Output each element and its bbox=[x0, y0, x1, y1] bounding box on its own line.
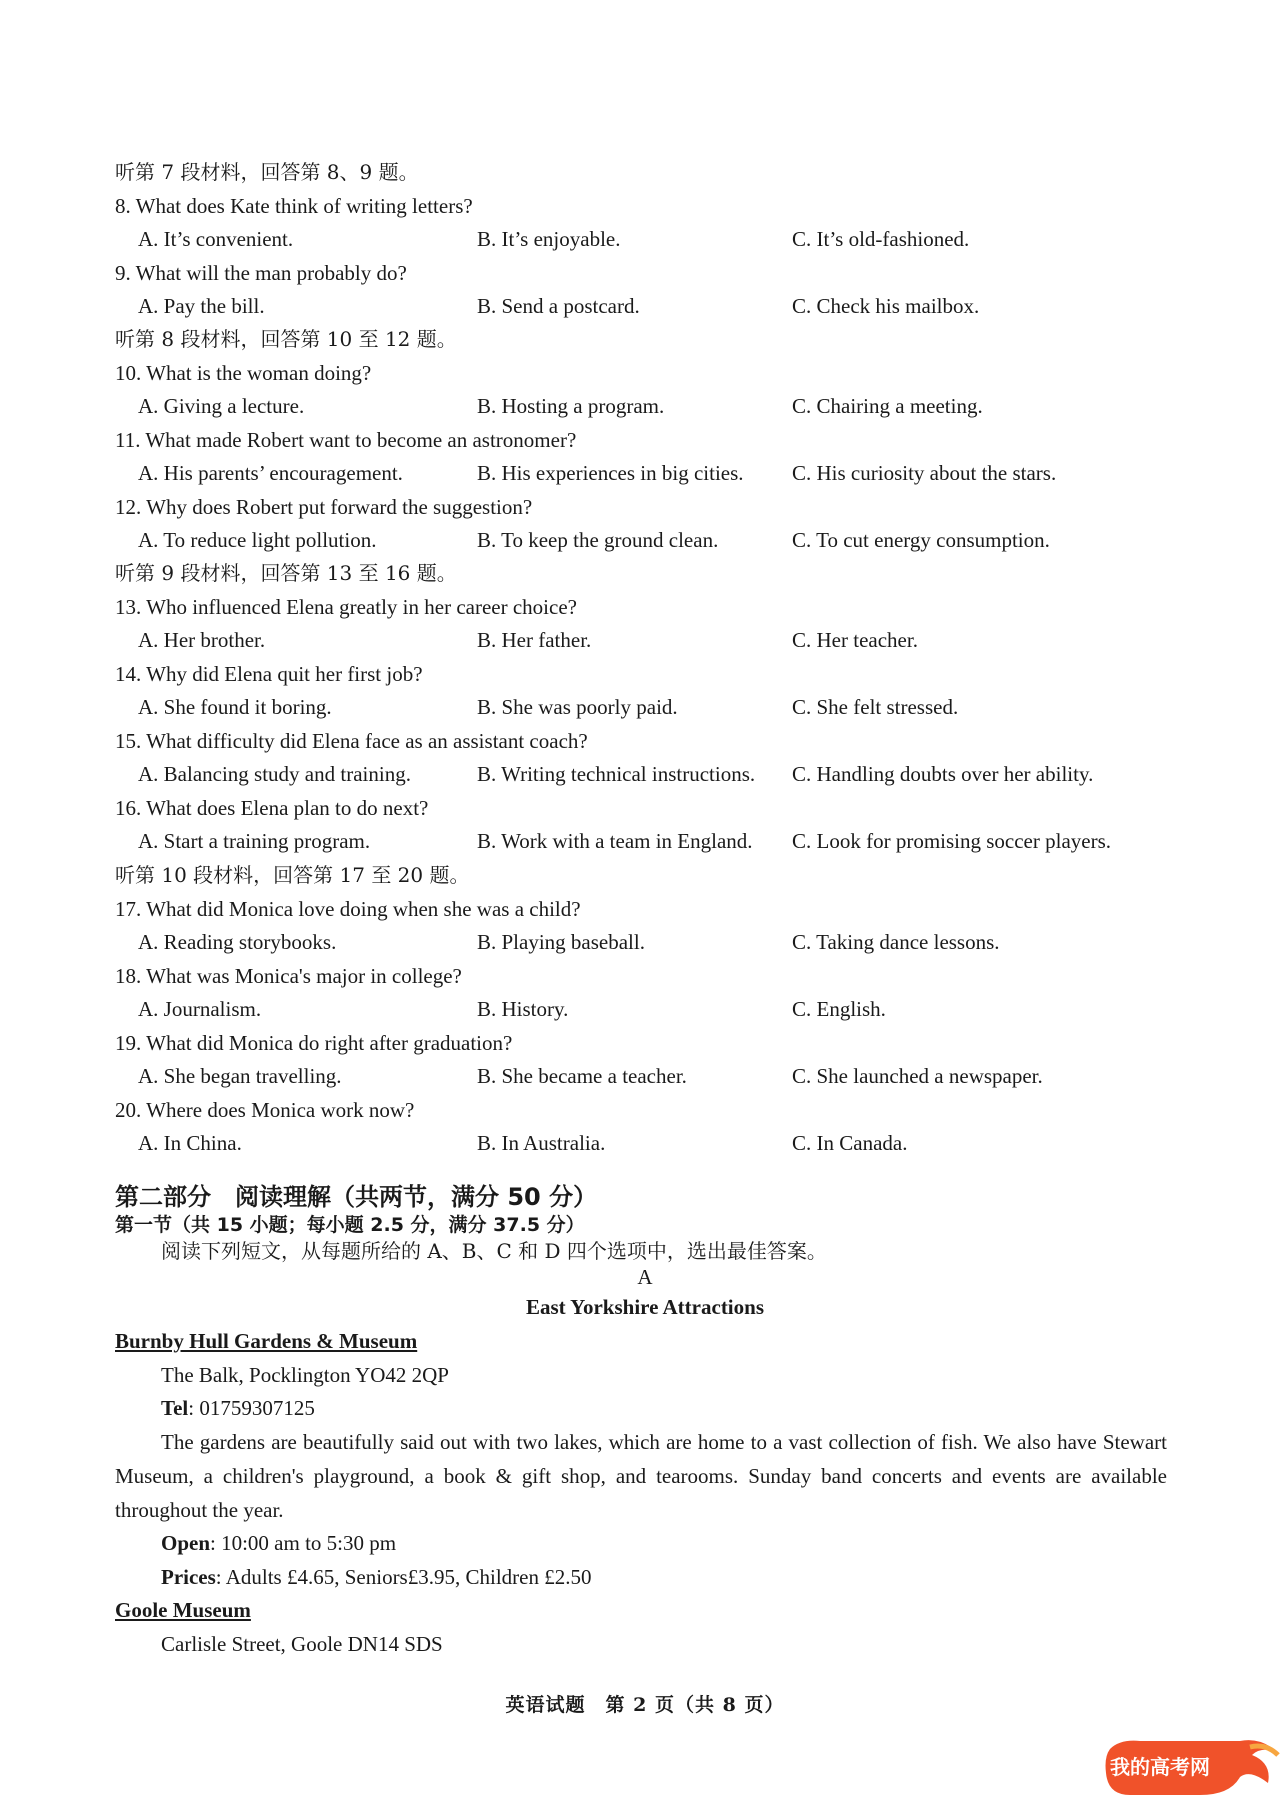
question-text: 11. What made Robert want to become an astronomer? bbox=[115, 428, 577, 452]
attraction-prices bbox=[161, 1563, 591, 1591]
question-text: 18. What was Monica's major in college? bbox=[115, 964, 462, 988]
open-label: Open bbox=[161, 1531, 211, 1555]
prices-label: Prices bbox=[161, 1565, 216, 1589]
section-heading: 听第 9 段材料，回答第 13 至 16 题。 bbox=[115, 561, 457, 585]
option-b: B. Her father. bbox=[477, 628, 592, 652]
option-a: A. To reduce light pollution. bbox=[138, 528, 377, 552]
open-value: : 10:00 am to 5:30 pm bbox=[210, 1531, 397, 1555]
option-c: C. His curiosity about the stars. bbox=[792, 461, 1057, 485]
page-footer: 英语试题 第 2 页（共 8 页） bbox=[505, 1694, 785, 1716]
option-a: A. Reading storybooks. bbox=[138, 930, 337, 954]
option-b: B. His experiences in big cities. bbox=[477, 461, 744, 485]
option-b: B. In Australia. bbox=[477, 1131, 606, 1155]
option-c: C. English. bbox=[792, 997, 886, 1021]
option-c: C. Check his mailbox. bbox=[792, 294, 980, 318]
option-c: C. Chairing a meeting. bbox=[792, 394, 983, 418]
option-b: B. She became a teacher. bbox=[477, 1064, 687, 1088]
passage-title: East Yorkshire Attractions bbox=[526, 1295, 764, 1319]
question-text: 19. What did Monica do right after graduation? bbox=[115, 1031, 513, 1055]
option-c: C. It’s old-fashioned. bbox=[792, 227, 970, 251]
option-a: A. In China. bbox=[138, 1131, 242, 1155]
attraction-tel bbox=[161, 1394, 315, 1422]
question-text: 14. Why did Elena quit her first job? bbox=[115, 662, 423, 686]
part-title: 第二部分 阅读理解（共两节，满分 50 分） bbox=[115, 1183, 598, 1211]
option-c: C. Her teacher. bbox=[792, 628, 918, 652]
option-c: C. Look for promising soccer players. bbox=[792, 829, 1112, 853]
question-text: 9. What will the man probably do? bbox=[115, 261, 407, 285]
instruction-text: 阅读下列短文，从每题所给的 A、B、C 和 D 四个选项中，选出最佳答案。 bbox=[161, 1239, 827, 1263]
attraction-name: Goole Museum bbox=[115, 1598, 251, 1622]
option-b: B. History. bbox=[477, 997, 569, 1021]
prices-value: : Adults £4.65, Seniors£3.95, Children £2.50 bbox=[215, 1565, 592, 1589]
option-b: B. Send a postcard. bbox=[477, 294, 640, 318]
option-c: C. In Canada. bbox=[792, 1131, 908, 1155]
option-a: A. She found it boring. bbox=[138, 695, 332, 719]
option-b: B. She was poorly paid. bbox=[477, 695, 678, 719]
option-a: A. Her brother. bbox=[138, 628, 266, 652]
option-c: C. She felt stressed. bbox=[792, 695, 959, 719]
question-text: 13. Who influenced Elena greatly in her career choice? bbox=[115, 595, 577, 619]
section-heading: 听第 8 段材料，回答第 10 至 12 题。 bbox=[115, 327, 457, 351]
watermark-logo bbox=[1100, 1733, 1280, 1801]
passage-letter: A bbox=[637, 1265, 653, 1289]
option-b: B. To keep the ground clean. bbox=[477, 528, 719, 552]
option-b: B. Work with a team in England. bbox=[477, 829, 753, 853]
option-a: A. Giving a lecture. bbox=[138, 394, 305, 418]
option-b: B. It’s enjoyable. bbox=[477, 227, 621, 251]
option-c: C. To cut energy consumption. bbox=[792, 528, 1050, 552]
attraction-address: Carlisle Street, Goole DN14 SDS bbox=[161, 1632, 443, 1656]
question-text: 20. Where does Monica work now? bbox=[115, 1098, 415, 1122]
question-text: 17. What did Monica love doing when she was a child? bbox=[115, 897, 581, 921]
attraction-description: The gardens are beautifully said out with two lakes, which are home to a vast collection of fish. We also have Stewart Museum, a children's playground, a book & gift shop, and tearooms. Sunday band concerts and events are available throughout the year. bbox=[115, 1430, 1167, 1522]
watermark-text: 我的高考网 bbox=[1110, 1755, 1210, 1779]
question-text: 10. What is the woman doing? bbox=[115, 361, 372, 385]
section-heading: 听第 7 段材料，回答第 8、9 题。 bbox=[115, 160, 419, 184]
tel-value: : 01759307125 bbox=[188, 1396, 315, 1420]
option-a: A. Journalism. bbox=[138, 997, 262, 1021]
option-a: A. Pay the bill. bbox=[138, 294, 265, 318]
option-a: A. Balancing study and training. bbox=[138, 762, 411, 786]
tel-label: Tel bbox=[161, 1396, 189, 1420]
option-a: A. It’s convenient. bbox=[138, 227, 294, 251]
attraction-open bbox=[161, 1529, 396, 1557]
option-b: B. Playing baseball. bbox=[477, 930, 645, 954]
option-c: C. Taking dance lessons. bbox=[792, 930, 1000, 954]
option-b: B. Hosting a program. bbox=[477, 394, 665, 418]
question-text: 15. What difficulty did Elena face as an assistant coach? bbox=[115, 729, 588, 753]
option-b: B. Writing technical instructions. bbox=[477, 762, 756, 786]
section-heading: 听第 10 段材料，回答第 17 至 20 题。 bbox=[115, 863, 470, 887]
option-a: A. His parents’ encouragement. bbox=[138, 461, 403, 485]
attraction-address: The Balk, Pocklington YO42 2QP bbox=[161, 1363, 449, 1387]
option-c: C. Handling doubts over her ability. bbox=[792, 762, 1094, 786]
option-a: A. Start a training program. bbox=[138, 829, 371, 853]
option-c: C. She launched a newspaper. bbox=[792, 1064, 1043, 1088]
attraction-name: Burnby Hull Gardens & Museum bbox=[115, 1329, 418, 1353]
question-text: 12. Why does Robert put forward the suggestion? bbox=[115, 495, 533, 519]
section-title: 第一节（共 15 小题；每小题 2.5 分，满分 37.5 分） bbox=[115, 1214, 585, 1236]
question-text: 16. What does Elena plan to do next? bbox=[115, 796, 429, 820]
option-a: A. She began travelling. bbox=[138, 1064, 342, 1088]
question-text: 8. What does Kate think of writing letters? bbox=[115, 194, 473, 218]
